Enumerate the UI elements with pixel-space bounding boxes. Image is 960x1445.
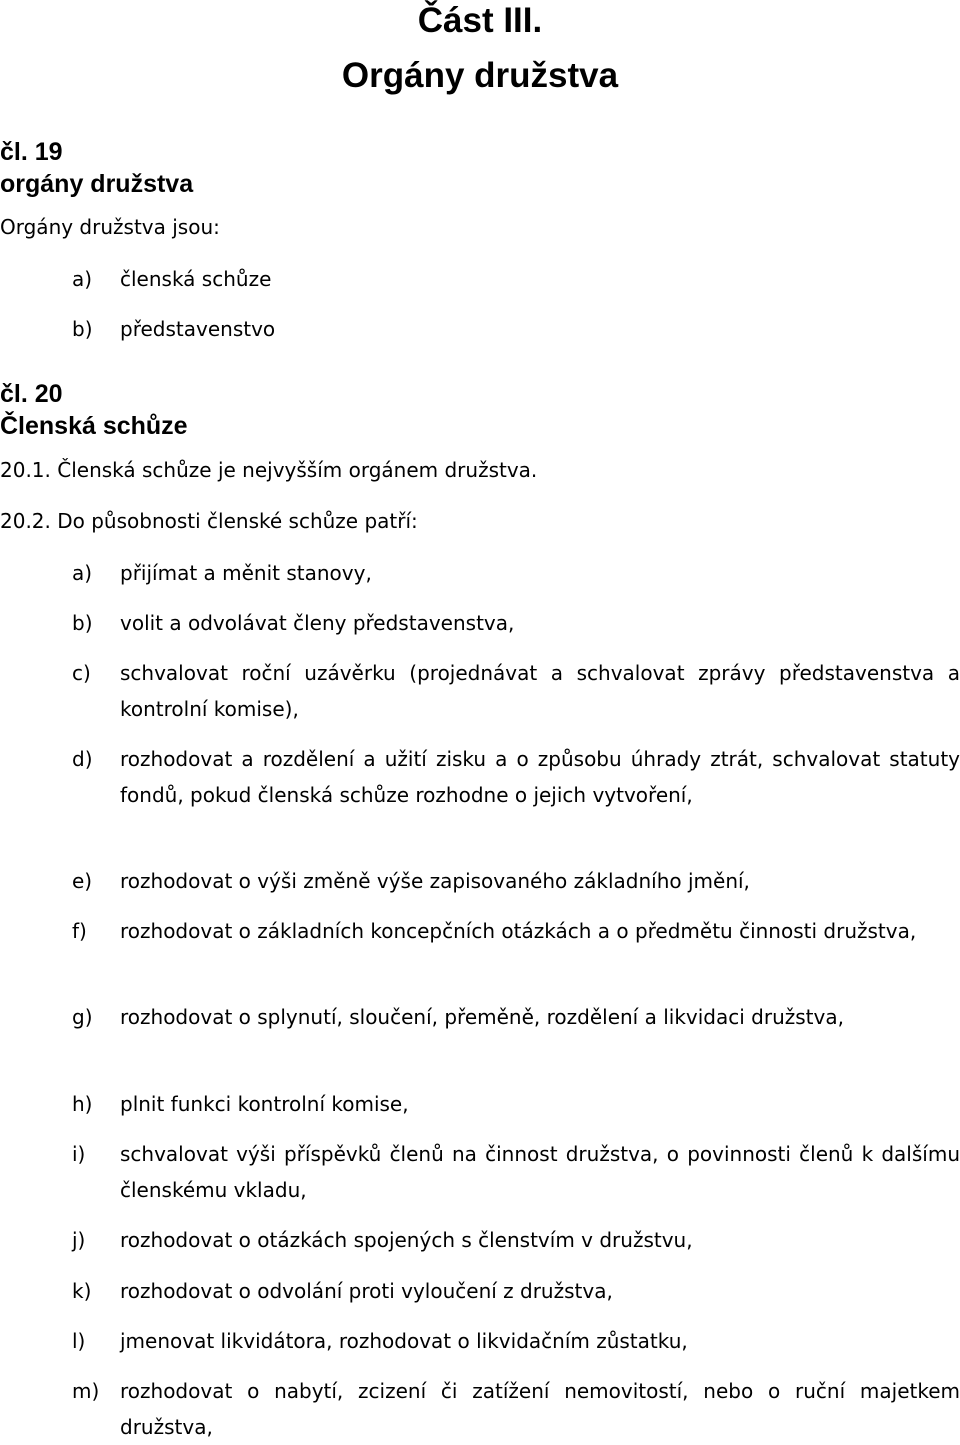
- list-item-text: rozhodovat o splynutí, sloučení, přeměně, rozdělení a likvidaci družstva,: [120, 1005, 844, 1029]
- list-item-label: h): [72, 1092, 93, 1116]
- article-19-intro: Orgány družstva jsou:: [0, 215, 220, 239]
- list-item-label: e): [72, 869, 93, 893]
- list-item: [72, 999, 960, 1035]
- list-item-label: l): [72, 1329, 86, 1353]
- list-item: [72, 913, 960, 949]
- list-item-text: rozhodovat a rozdělení a užití zisku a o způsobu úhrady ztrát, schvalovat statuty fondů, pokud členská schůze rozhodne o jejich vytvoření,: [120, 747, 960, 807]
- list-item-text: jmenovat likvidátora, rozhodovat o likvidačním zůstatku,: [120, 1329, 688, 1353]
- list-item: [72, 261, 960, 297]
- list-item: [72, 863, 960, 899]
- list-item-text: přijímat a měnit stanovy,: [120, 561, 372, 585]
- list-item: [72, 311, 960, 347]
- list-item-label: b): [72, 611, 93, 635]
- list-item-text: členská schůze: [120, 267, 272, 291]
- list-item-text: představenstvo: [120, 317, 276, 341]
- list-item-label: d): [72, 747, 93, 771]
- part-number: Část III.: [417, 1, 543, 40]
- list-item: [72, 605, 960, 641]
- list-item: [72, 1136, 960, 1208]
- list-item-text: rozhodovat o výši změně výše zapisovaného základního jmění,: [120, 869, 750, 893]
- list-item-label: a): [72, 561, 93, 585]
- list-item-text: schvalovat roční uzávěrku (projednávat a schvalovat zprávy představenstva a kontrolní komise),: [120, 661, 960, 721]
- article-20-number: čl. 20: [0, 380, 63, 408]
- list-item-label: m): [72, 1379, 100, 1403]
- list-item-text: rozhodovat o odvolání proti vyloučení z družstva,: [120, 1279, 613, 1303]
- list-item: [72, 1222, 960, 1258]
- list-item-text: schvalovat výši příspěvků členů na činnost družstva, o povinnosti členů k dalšímu členskému vkladu,: [120, 1142, 960, 1202]
- list-item-label: f): [72, 919, 87, 943]
- list-item: [72, 1273, 960, 1309]
- article-20-title: Členská schůze: [0, 412, 188, 440]
- list-item-label: k): [72, 1279, 92, 1303]
- paragraph-20-2: 20.2. Do působnosti členské schůze patří:: [0, 509, 418, 533]
- list-item: [72, 741, 960, 813]
- list-item-label: i): [72, 1142, 86, 1166]
- list-item: [72, 1323, 960, 1359]
- paragraph-20-1: 20.1. Členská schůze je nejvyšším orgánem družstva.: [0, 458, 538, 482]
- list-item-label: b): [72, 317, 93, 341]
- list-item-text: rozhodovat o nabytí, zcizení či zatížení nemovitostí, nebo o ruční majetkem družstva,: [120, 1379, 960, 1439]
- list-item: [72, 655, 960, 727]
- list-item-label: c): [72, 661, 91, 685]
- list-item-label: g): [72, 1005, 93, 1029]
- list-item-label: j): [72, 1228, 86, 1252]
- article-19-number: čl. 19: [0, 138, 63, 166]
- list-item-label: a): [72, 267, 93, 291]
- part-title: Orgány družstva: [341, 56, 619, 95]
- list-item-text: rozhodovat o základních koncepčních otázkách a o předmětu činnosti družstva,: [120, 919, 917, 943]
- list-item: [72, 1373, 960, 1445]
- list-item: [72, 555, 960, 591]
- list-item-text: volit a odvolávat členy představenstva,: [120, 611, 515, 635]
- article-19-title: orgány družstva: [0, 170, 194, 198]
- list-item-text: plnit funkci kontrolní komise,: [120, 1092, 409, 1116]
- list-item-text: rozhodovat o otázkách spojených s členstvím v družstvu,: [120, 1228, 693, 1252]
- list-item: [72, 1086, 960, 1122]
